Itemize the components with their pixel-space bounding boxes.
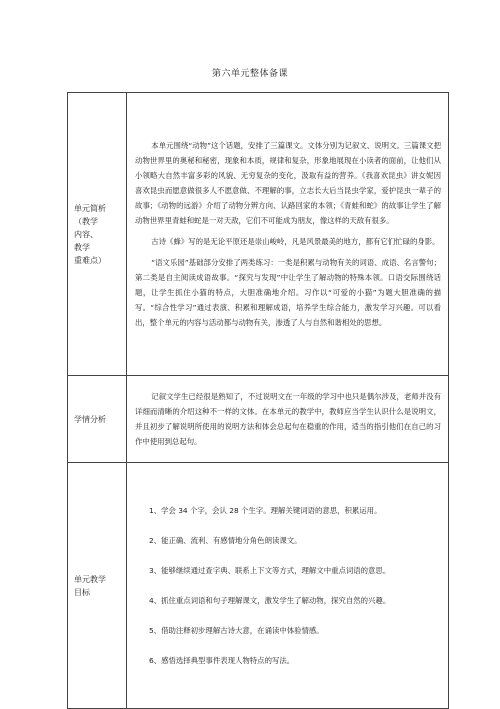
unit-overview-row	[68, 93, 449, 376]
overview-paragraph: “语文乐园”基础部分安排了两类练习：一类是积累与动物有关的词语、成语、名言警句；第二类是自主阅读成语故事。“探究与发现”中让学生了解动物的特殊本领。口语交际围绕话题，让学生抓住小猫的特点，大胆准确地介绍。习作以“可爱的小猫”为题大胆准确的描写。“综合性学习”通过表演、积累和理解成语，培养学生综合能力，激发学习兴趣。可以看出，整个单元的内容与活动都与动物有关，渗透了人与自然和谐相处的思想。	[135, 258, 441, 327]
label-line: 单元简析	[74, 203, 106, 213]
goal-item: 5、借助注释初步理解古诗大意，在诵读中体验情感。	[149, 626, 324, 635]
teaching-goals-label	[68, 463, 127, 709]
student-analysis-label	[68, 376, 127, 463]
goal-item: 3、能够继续通过查字典、联系上下文等方式，理解文中重点词语的意思。	[149, 566, 391, 575]
label-line: 学情分析	[74, 414, 106, 424]
label-line: 单元教学	[74, 574, 106, 584]
unit-overview-content	[127, 93, 449, 376]
teaching-goals-row	[68, 463, 449, 709]
label-line: 内容、	[74, 229, 98, 239]
goal-item: 1、学会 34 个字，会认 28 个生字。理解关键词语的意思，积累运用。	[149, 506, 382, 515]
goal-item: 4、抓住重点词语和句子理解课文，激发学生了解动物，探究自然的兴趣。	[149, 596, 391, 605]
overview-paragraph: 古诗《蜂》写的是无论平原还是崇山峻岭，凡是风景最美的地方，都有它们忙碌的身影。	[151, 237, 440, 246]
label-line: 目标	[74, 587, 90, 597]
student-analysis-content	[127, 376, 449, 463]
label-line: 教学	[74, 242, 90, 252]
unit-overview-label	[68, 93, 127, 376]
goal-item: 2、能正确、流利、有感情地分角色朗读课文。	[149, 536, 302, 545]
lesson-plan-table	[67, 92, 449, 709]
goal-item: 6、感悟选择典型事件表现人物特点的写法。	[149, 656, 295, 665]
analysis-paragraph: 记叙文学生已经很是熟知了，不过说明文在一年级的学习中也只是偶尔涉及，老师并没有详细而清晰的介绍这种不一样的文体。在本单元的教学中，教师应当学生认识什么是说明文，并且初步了解说明所使用的说明方法和体会总起句在稳重的作用，适当的指引他们在自己的习作中使用到总起句。	[135, 392, 441, 446]
label-line: （教学	[74, 216, 98, 226]
teaching-goals-content	[127, 463, 449, 709]
document-title: 第六单元整体备课	[211, 69, 288, 79]
overview-paragraph: 本单元围绕“动物”这个话题，安排了三篇课文。文体分别为记叙文、说明文。三篇课文把动物世界里的奥秘和秘密，现象和本质，规律和复杂，形象地展现在小读者的面前，让他们从小领略大自然丰富多彩的风貌、无穷复杂的变化，汲取有益的营养。《我喜欢昆虫》讲女妮因喜欢昆虫而愿意做很多人不愿意做、不理解的事，立志长大后当昆虫学家，爱护昆虫一辈子的故事；《动物的远游》介绍了动物分辨方向、认路回家的本领；《青蛙和蛇》的故事让学生了解动物世界里青蛙和蛇是一对天敌，它们不可能成为朋友，像这样的天敌有很多。	[135, 141, 441, 225]
label-line: 重难点）	[74, 255, 106, 265]
student-analysis-row	[68, 376, 449, 463]
